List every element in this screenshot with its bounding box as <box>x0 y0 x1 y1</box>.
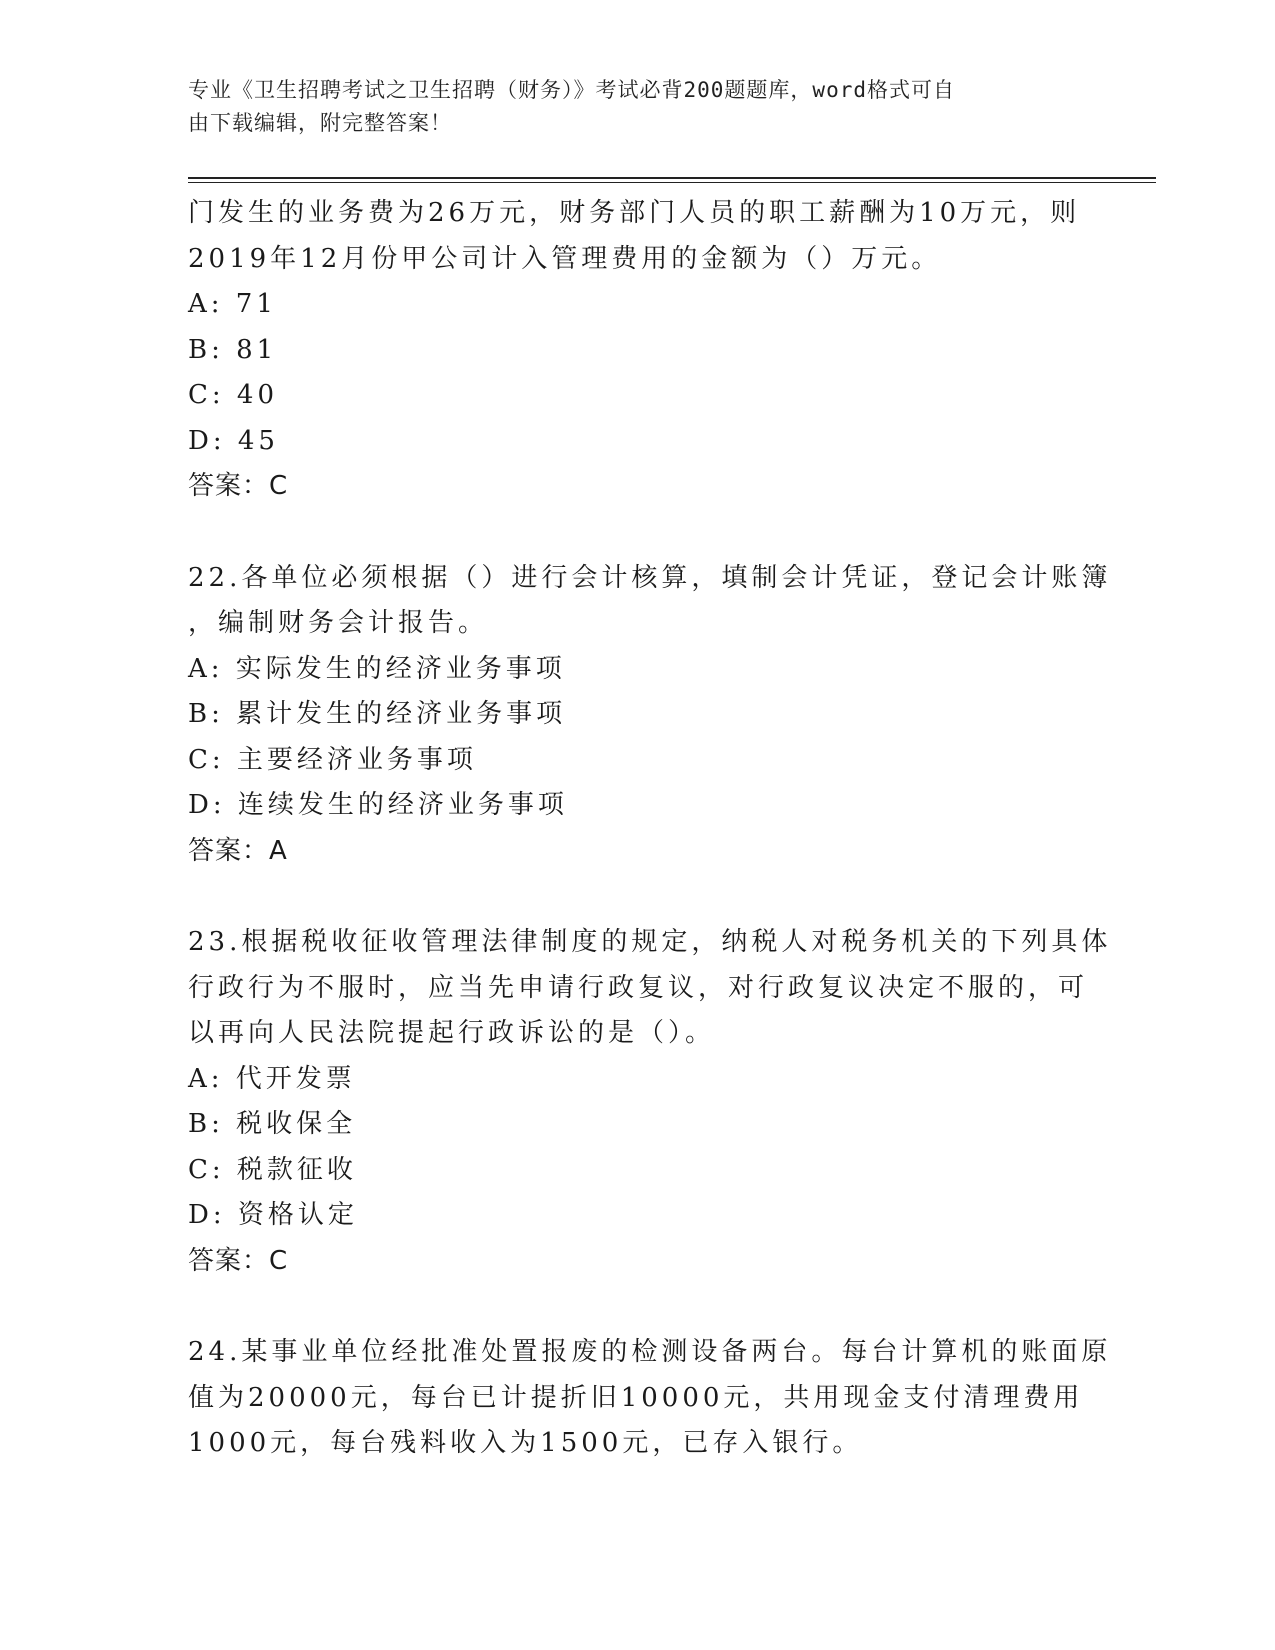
option-b: B: 81 <box>188 334 278 365</box>
header-divider-thick <box>188 177 1156 179</box>
question-23 <box>188 920 1112 1284</box>
option-d: D: 45 <box>188 425 279 456</box>
spacer <box>188 510 1088 556</box>
question-text-line: 22.各单位必须根据（）进行会计核算，填制会计凭证，登记会计账簿 <box>188 562 1112 593</box>
question-22 <box>188 556 1112 875</box>
spacer <box>188 1284 1088 1330</box>
document-body <box>188 191 1112 1467</box>
question-text-line: 值为20000元，每台已计提折旧10000元，共用现金支付清理费用 <box>188 1382 1084 1413</box>
answer-line: 答案：C <box>188 471 289 501</box>
option-a: A: 71 <box>188 289 277 319</box>
question-text-line: 24.某事业单位经批准处置报废的检测设备两台。每台计算机的账面原 <box>188 1337 1112 1367</box>
question-text-line: 2019年12月份甲公司计入管理费用的金额为（）万元。 <box>188 243 942 274</box>
option-a: A: 代开发票 <box>188 1063 356 1094</box>
option-a: A: 实际发生的经济业务事项 <box>188 653 566 684</box>
header-divider-thin <box>188 182 1156 183</box>
question-21 <box>188 191 1088 510</box>
question-text-line: ，编制财务会计报告。 <box>188 608 489 638</box>
option-b: B: 税收保全 <box>188 1109 357 1139</box>
question-text-line: 行政行为不服时，应当先申请行政复议，对行政复议决定不服的，可 <box>188 972 1089 1003</box>
option-c: C: 40 <box>188 380 279 410</box>
option-b: B: 累计发生的经济业务事项 <box>188 699 567 729</box>
question-text-line: 门发生的业务费为26万元，财务部门人员的职工薪酬为10万元，则 <box>188 198 1081 228</box>
question-text-line: 以再向人民法院提起行政诉讼的是（）。 <box>188 1018 716 1048</box>
header-line-1: 专业《卫生招聘考试之卫生招聘（财务）》考试必背200题题库，word格式可自 <box>188 78 955 102</box>
document-header <box>188 74 1088 140</box>
question-text-line: 1000元，每台残料收入为1500元，已存入银行。 <box>188 1428 863 1458</box>
question-24 <box>188 1330 1112 1467</box>
answer-line: 答案：C <box>188 1245 289 1276</box>
option-c: C: 主要经济业务事项 <box>188 744 477 775</box>
option-d: D: 连续发生的经济业务事项 <box>188 790 568 820</box>
question-text-line: 23.根据税收征收管理法律制度的规定，纳税人对税务机关的下列具体 <box>188 927 1112 957</box>
answer-line: 答案：A <box>188 835 288 866</box>
option-d: D: 资格认定 <box>188 1200 358 1230</box>
spacer <box>188 874 1088 920</box>
option-c: C: 税款征收 <box>188 1154 357 1185</box>
header-line-2: 由下载编辑，附完整答案！ <box>188 111 452 135</box>
